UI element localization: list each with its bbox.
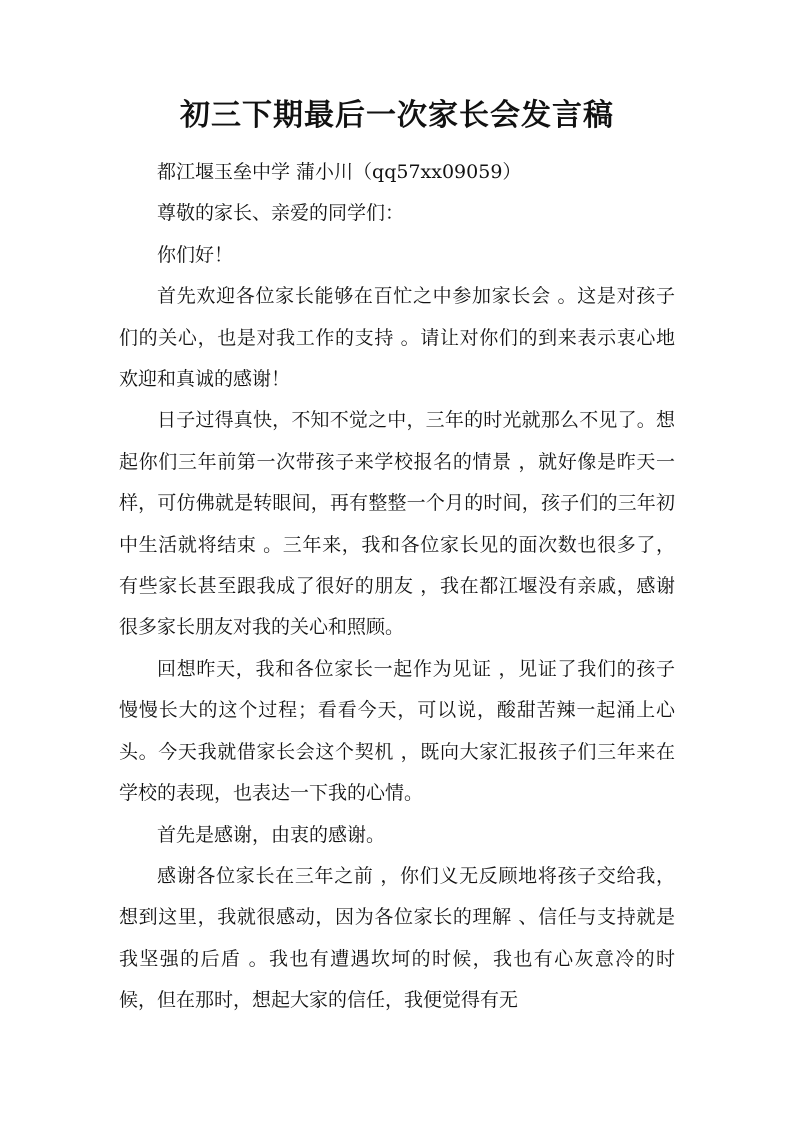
- greeting: 你们好！: [157, 243, 234, 266]
- paragraph-reflection: 回想昨天，我和各位家长一起作为见证 ，见证了我们的孩子慢慢长大的这个过程；看看今天，可以说，酸甜苦辣一起涌上心头。今天我就借家长会这个契机 ，既向大家汇报孩子们三年来在学校的表现，也表达一下我的心情。: [119, 657, 675, 805]
- paragraph-gratitude: 感谢各位家长在三年之前 ，你们义无反顾地将孩子交给我，想到这里，我就很感动，因为各位家长的理解 、信任与支持就是我坚强的后盾 。我也有遭遇坎坷的时候，我也有心灰意冷的时候，但在那时，想起大家的信任，我便觉得有无: [119, 864, 675, 1012]
- paragraph-time-passes: 日子过得真快，不知不觉之中，三年的时光就那么不见了。想起你们三年前第一次带孩子来学校报名的情景 ，就好像是昨天一样，可仿佛就是转眼间，再有整整一个月的时间，孩子们的三年初中生活就将结束 。三年来，我和各位家长见的面次数也很多了，有些家长甚至跟我成了很好的朋友 ，我在都江堰没有亲戚，感谢很多家长朋友对我的关心和照顾。: [119, 409, 675, 639]
- paragraph-welcome: 首先欢迎各位家长能够在百忙之中参加家长会 。这是对孩子们的关心，也是对我工作的支持 。请让对你们的到来表示衷心地欢迎和真诚的感谢！: [119, 285, 675, 391]
- salutation: 尊敬的家长、亲爱的同学们：: [157, 202, 405, 225]
- author-line: 都江堰玉垒中学 蒲小川（qq57xx09059）: [157, 161, 522, 183]
- document-body: [119, 152, 675, 1022]
- document-title: 初三下期最后一次家长会发言稿: [180, 98, 614, 133]
- paragraph-gratitude-heading: 首先是感谢，由衷的感谢。: [157, 823, 386, 846]
